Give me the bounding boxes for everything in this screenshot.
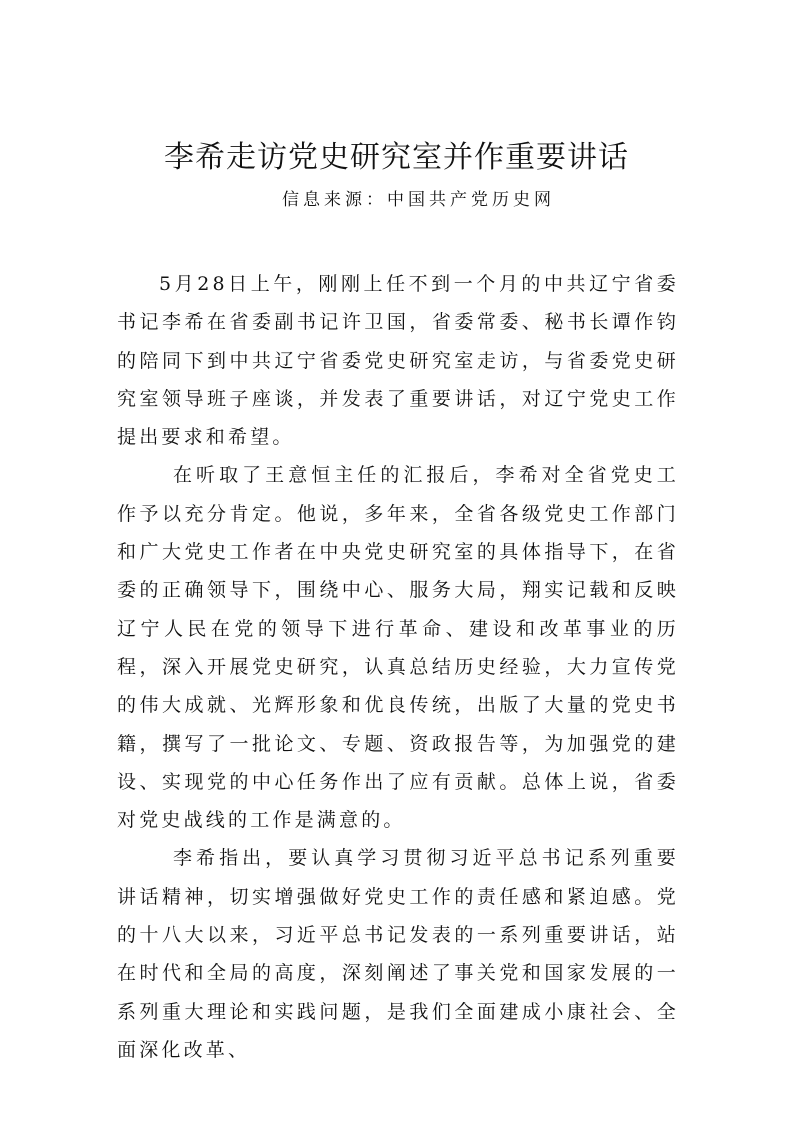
document-body [117,265,679,1069]
source-line: 信息来源：中国共产党历史网 [282,190,555,210]
paragraph-3: 李希指出，要认真学习贯彻习近平总书记系列重要讲话精神，切实增强做好党史工作的责任感和紧迫感。党的十八大以来，习近平总书记发表的一系列重要讲话，站在时代和全局的高度，深刻阐述了事关党和国家发展的一系列重大理论和实践问题，是我们全面建成小康社会、全面深化改革、 [117,847,679,1061]
paragraph-2: 在听取了王意恒主任的汇报后，李希对全省党史工作予以充分肯定。他说，多年来，全省各级党史工作部门和广大党史工作者在中央党史研究室的具体指导下，在省委的正确领导下，围绕中心、服务大局，翔实记载和反映辽宁人民在党的领导下进行革命、建设和改革事业的历程，深入开展党史研究，认真总结历史经验，大力宣传党的伟大成就、光辉形象和优良传统，出版了大量的党史书籍，撰写了一批论文、专题、资政报告等，为加强党的建设、实现党的中心任务作出了应有贡献。总体上说，省委对党史战线的工作是满意的。 [117,464,679,832]
paragraph-1: 5月28日上午，刚刚上任不到一个月的中共辽宁省委书记李希在省委副书记许卫国，省委常委、秘书长谭作钧的陪同下到中共辽宁省委党史研究室走访，与省委党史研究室领导班子座谈，并发表了重要讲话，对辽宁党史工作提出要求和希望。 [117,273,679,449]
document-title: 李希走访党史研究室并作重要讲话 [164,140,629,175]
